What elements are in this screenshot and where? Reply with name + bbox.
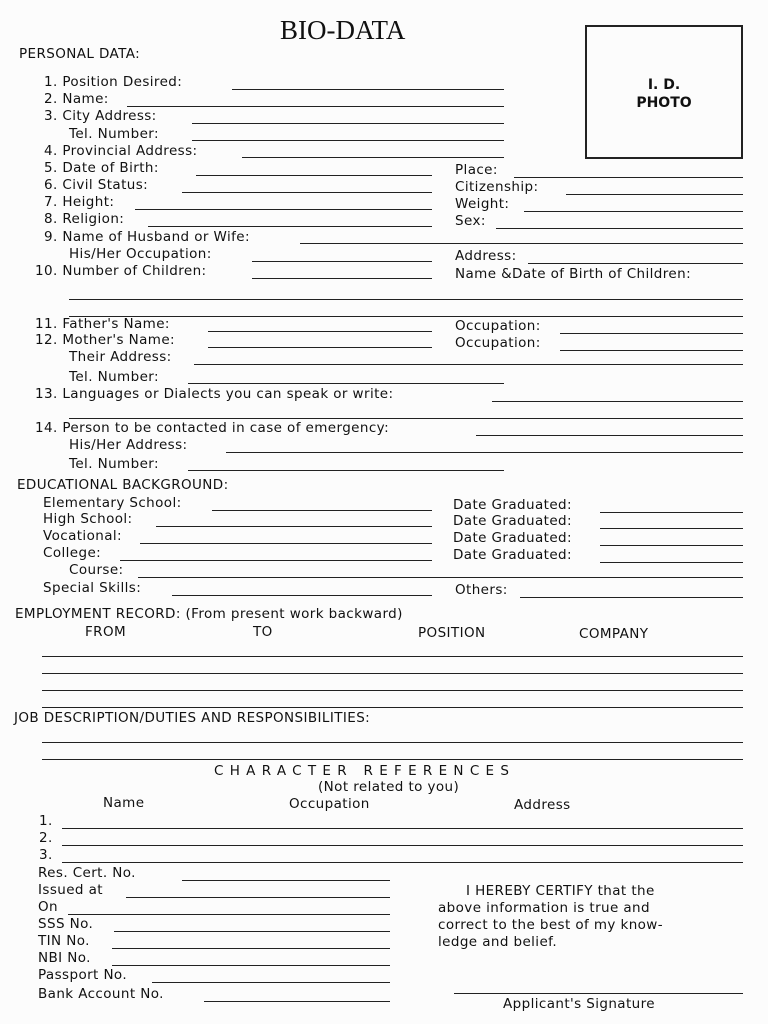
certification-line-4: ledge and belief. [438, 934, 558, 950]
weight-field[interactable] [524, 211, 743, 212]
reference-3-number: 3. [39, 847, 53, 863]
signature-label: Applicant's Signature [503, 996, 655, 1012]
bank-account-label: Bank Account No. [38, 986, 164, 1002]
reference-2-number: 2. [39, 830, 53, 846]
on-label: On [38, 899, 58, 915]
employment-col-from: FROM [85, 624, 127, 640]
city-address-label: 3. City Address: [44, 108, 157, 124]
parents-address-label: Their Address: [69, 349, 172, 365]
certification-line-3: correct to the best of my know- [438, 917, 664, 933]
father-occupation-label: Occupation: [455, 318, 541, 334]
mother-occupation-field[interactable] [560, 350, 743, 351]
education-heading: EDUCATIONAL BACKGROUND: [17, 477, 229, 493]
employment-row-4[interactable] [42, 707, 743, 708]
date-of-birth-field[interactable] [196, 175, 432, 176]
personal-data-heading: PERSONAL DATA: [19, 46, 141, 62]
mother-name-field[interactable] [208, 347, 432, 348]
vocational-field[interactable] [140, 543, 432, 544]
citizenship-field[interactable] [566, 194, 743, 195]
civil-status-label: 6. Civil Status: [44, 177, 149, 193]
father-name-label: 11. Father's Name: [35, 316, 170, 332]
employment-col-position: POSITION [418, 625, 486, 641]
employment-row-2[interactable] [42, 673, 743, 674]
emergency-address-label: His/Her Address: [69, 437, 188, 453]
high-school-date-field[interactable] [600, 528, 743, 529]
res-cert-field[interactable] [182, 880, 390, 881]
high-school-date-label: Date Graduated: [453, 513, 572, 529]
father-name-field[interactable] [208, 331, 432, 332]
photo-label-line2: PHOTO [636, 95, 692, 111]
position-desired-label: 1. Position Desired: [44, 74, 183, 90]
height-field[interactable] [135, 209, 432, 210]
sss-label: SSS No. [38, 916, 94, 932]
references-col-address: Address [514, 797, 571, 813]
name-field[interactable] [127, 106, 504, 107]
certification-line-2: above information is true and [438, 900, 650, 916]
provincial-address-label: 4. Provincial Address: [44, 143, 198, 159]
course-field[interactable] [138, 577, 743, 578]
emergency-address-field[interactable] [226, 452, 743, 453]
parents-tel-field[interactable] [188, 383, 504, 384]
name-label: 2. Name: [44, 91, 109, 107]
tin-field[interactable] [112, 948, 390, 949]
high-school-field[interactable] [156, 526, 432, 527]
spouse-address-field[interactable] [528, 263, 743, 264]
course-label: Course: [69, 562, 124, 578]
others-label: Others: [455, 582, 508, 598]
elementary-date-field[interactable] [600, 512, 743, 513]
job-description-label: JOB DESCRIPTION/DUTIES AND RESPONSIBILITIES: [14, 710, 371, 726]
reference-1-field[interactable] [62, 828, 743, 829]
civil-status-field[interactable] [182, 192, 432, 193]
tel-number-field[interactable] [192, 140, 504, 141]
emergency-contact-field[interactable] [476, 435, 743, 436]
tel-number-label: Tel. Number: [69, 126, 159, 142]
emergency-contact-label: 14. Person to be contacted in case of emergency: [35, 420, 390, 436]
children-info-field-2[interactable] [69, 316, 743, 317]
languages-label: 13. Languages or Dialects you can speak or write: [35, 386, 394, 402]
college-field[interactable] [120, 560, 432, 561]
bank-account-field[interactable] [204, 1001, 390, 1002]
spouse-occupation-field[interactable] [252, 261, 432, 262]
num-children-field[interactable] [252, 278, 432, 279]
others-field[interactable] [520, 597, 743, 598]
citizenship-label: Citizenship: [455, 179, 539, 195]
special-skills-label: Special Skills: [43, 580, 142, 596]
elementary-field[interactable] [212, 510, 432, 511]
parents-address-field[interactable] [194, 364, 743, 365]
college-label: College: [43, 545, 102, 561]
high-school-label: High School: [43, 511, 133, 527]
college-date-label: Date Graduated: [453, 547, 572, 563]
num-children-label: 10. Number of Children: [35, 263, 207, 279]
vocational-date-field[interactable] [600, 545, 743, 546]
reference-3-field[interactable] [62, 862, 743, 863]
references-subheading: (Not related to you) [318, 779, 460, 795]
elementary-date-label: Date Graduated: [453, 497, 572, 513]
height-label: 7. Height: [44, 194, 115, 210]
sss-field[interactable] [114, 931, 390, 932]
references-col-occupation: Occupation [289, 796, 370, 812]
emergency-tel-field[interactable] [188, 470, 504, 471]
sex-label: Sex: [455, 213, 486, 229]
nbi-field[interactable] [112, 965, 390, 966]
signature-field[interactable] [454, 993, 743, 994]
children-info-label: Name &Date of Birth of Children: [455, 266, 692, 282]
parents-tel-label: Tel. Number: [69, 369, 159, 385]
languages-field-1[interactable] [492, 401, 743, 402]
employment-col-company: COMPANY [579, 626, 649, 642]
references-col-name: Name [103, 795, 145, 811]
spouse-address-label: Address: [455, 248, 517, 264]
emergency-tel-label: Tel. Number: [69, 456, 159, 472]
nbi-label: NBI No. [38, 950, 91, 966]
religion-field[interactable] [148, 226, 432, 227]
children-info-field-1[interactable] [69, 299, 743, 300]
mother-name-label: 12. Mother's Name: [35, 332, 175, 348]
vocational-date-label: Date Graduated: [453, 530, 572, 546]
spouse-occupation-label: His/Her Occupation: [69, 246, 212, 262]
issued-at-field[interactable] [126, 897, 390, 898]
job-description-field-2[interactable] [42, 759, 743, 760]
job-description-field-1[interactable] [42, 742, 743, 743]
place-label: Place: [455, 162, 498, 178]
employment-row-1[interactable] [42, 656, 743, 657]
vocational-label: Vocational: [43, 528, 122, 544]
photo-label-line1: I. D. [647, 77, 681, 93]
place-field[interactable] [514, 177, 743, 178]
employment-heading: EMPLOYMENT RECORD: (From present work backward) [15, 606, 403, 622]
on-field[interactable] [68, 914, 390, 915]
city-address-field[interactable] [192, 123, 504, 124]
id-photo-box [585, 25, 743, 159]
provincial-address-field[interactable] [242, 157, 504, 158]
reference-1-number: 1. [39, 813, 53, 829]
passport-field[interactable] [152, 982, 390, 983]
passport-label: Passport No. [38, 967, 128, 983]
spouse-name-label: 9. Name of Husband or Wife: [44, 229, 250, 245]
languages-field-2[interactable] [69, 418, 743, 419]
tin-label: TIN No. [38, 933, 90, 949]
date-of-birth-label: 5. Date of Birth: [44, 160, 159, 176]
position-desired-field[interactable] [232, 89, 504, 90]
document-title: BIO-DATA [280, 15, 406, 45]
college-date-field[interactable] [600, 562, 743, 563]
spouse-name-field[interactable] [300, 243, 743, 244]
father-occupation-field[interactable] [560, 333, 743, 334]
reference-2-field[interactable] [62, 845, 743, 846]
sex-field[interactable] [496, 228, 743, 229]
religion-label: 8. Religion: [44, 211, 125, 227]
references-heading: CHARACTER REFERENCES [214, 763, 516, 779]
res-cert-label: Res. Cert. No. [38, 865, 136, 881]
weight-label: Weight: [455, 196, 510, 212]
issued-at-label: Issued at [38, 882, 103, 898]
mother-occupation-label: Occupation: [455, 335, 541, 351]
certification-line-1: I HEREBY CERTIFY that the [466, 883, 655, 899]
employment-col-to: TO [253, 624, 273, 640]
elementary-label: Elementary School: [43, 495, 182, 511]
employment-row-3[interactable] [42, 690, 743, 691]
special-skills-field[interactable] [172, 595, 432, 596]
